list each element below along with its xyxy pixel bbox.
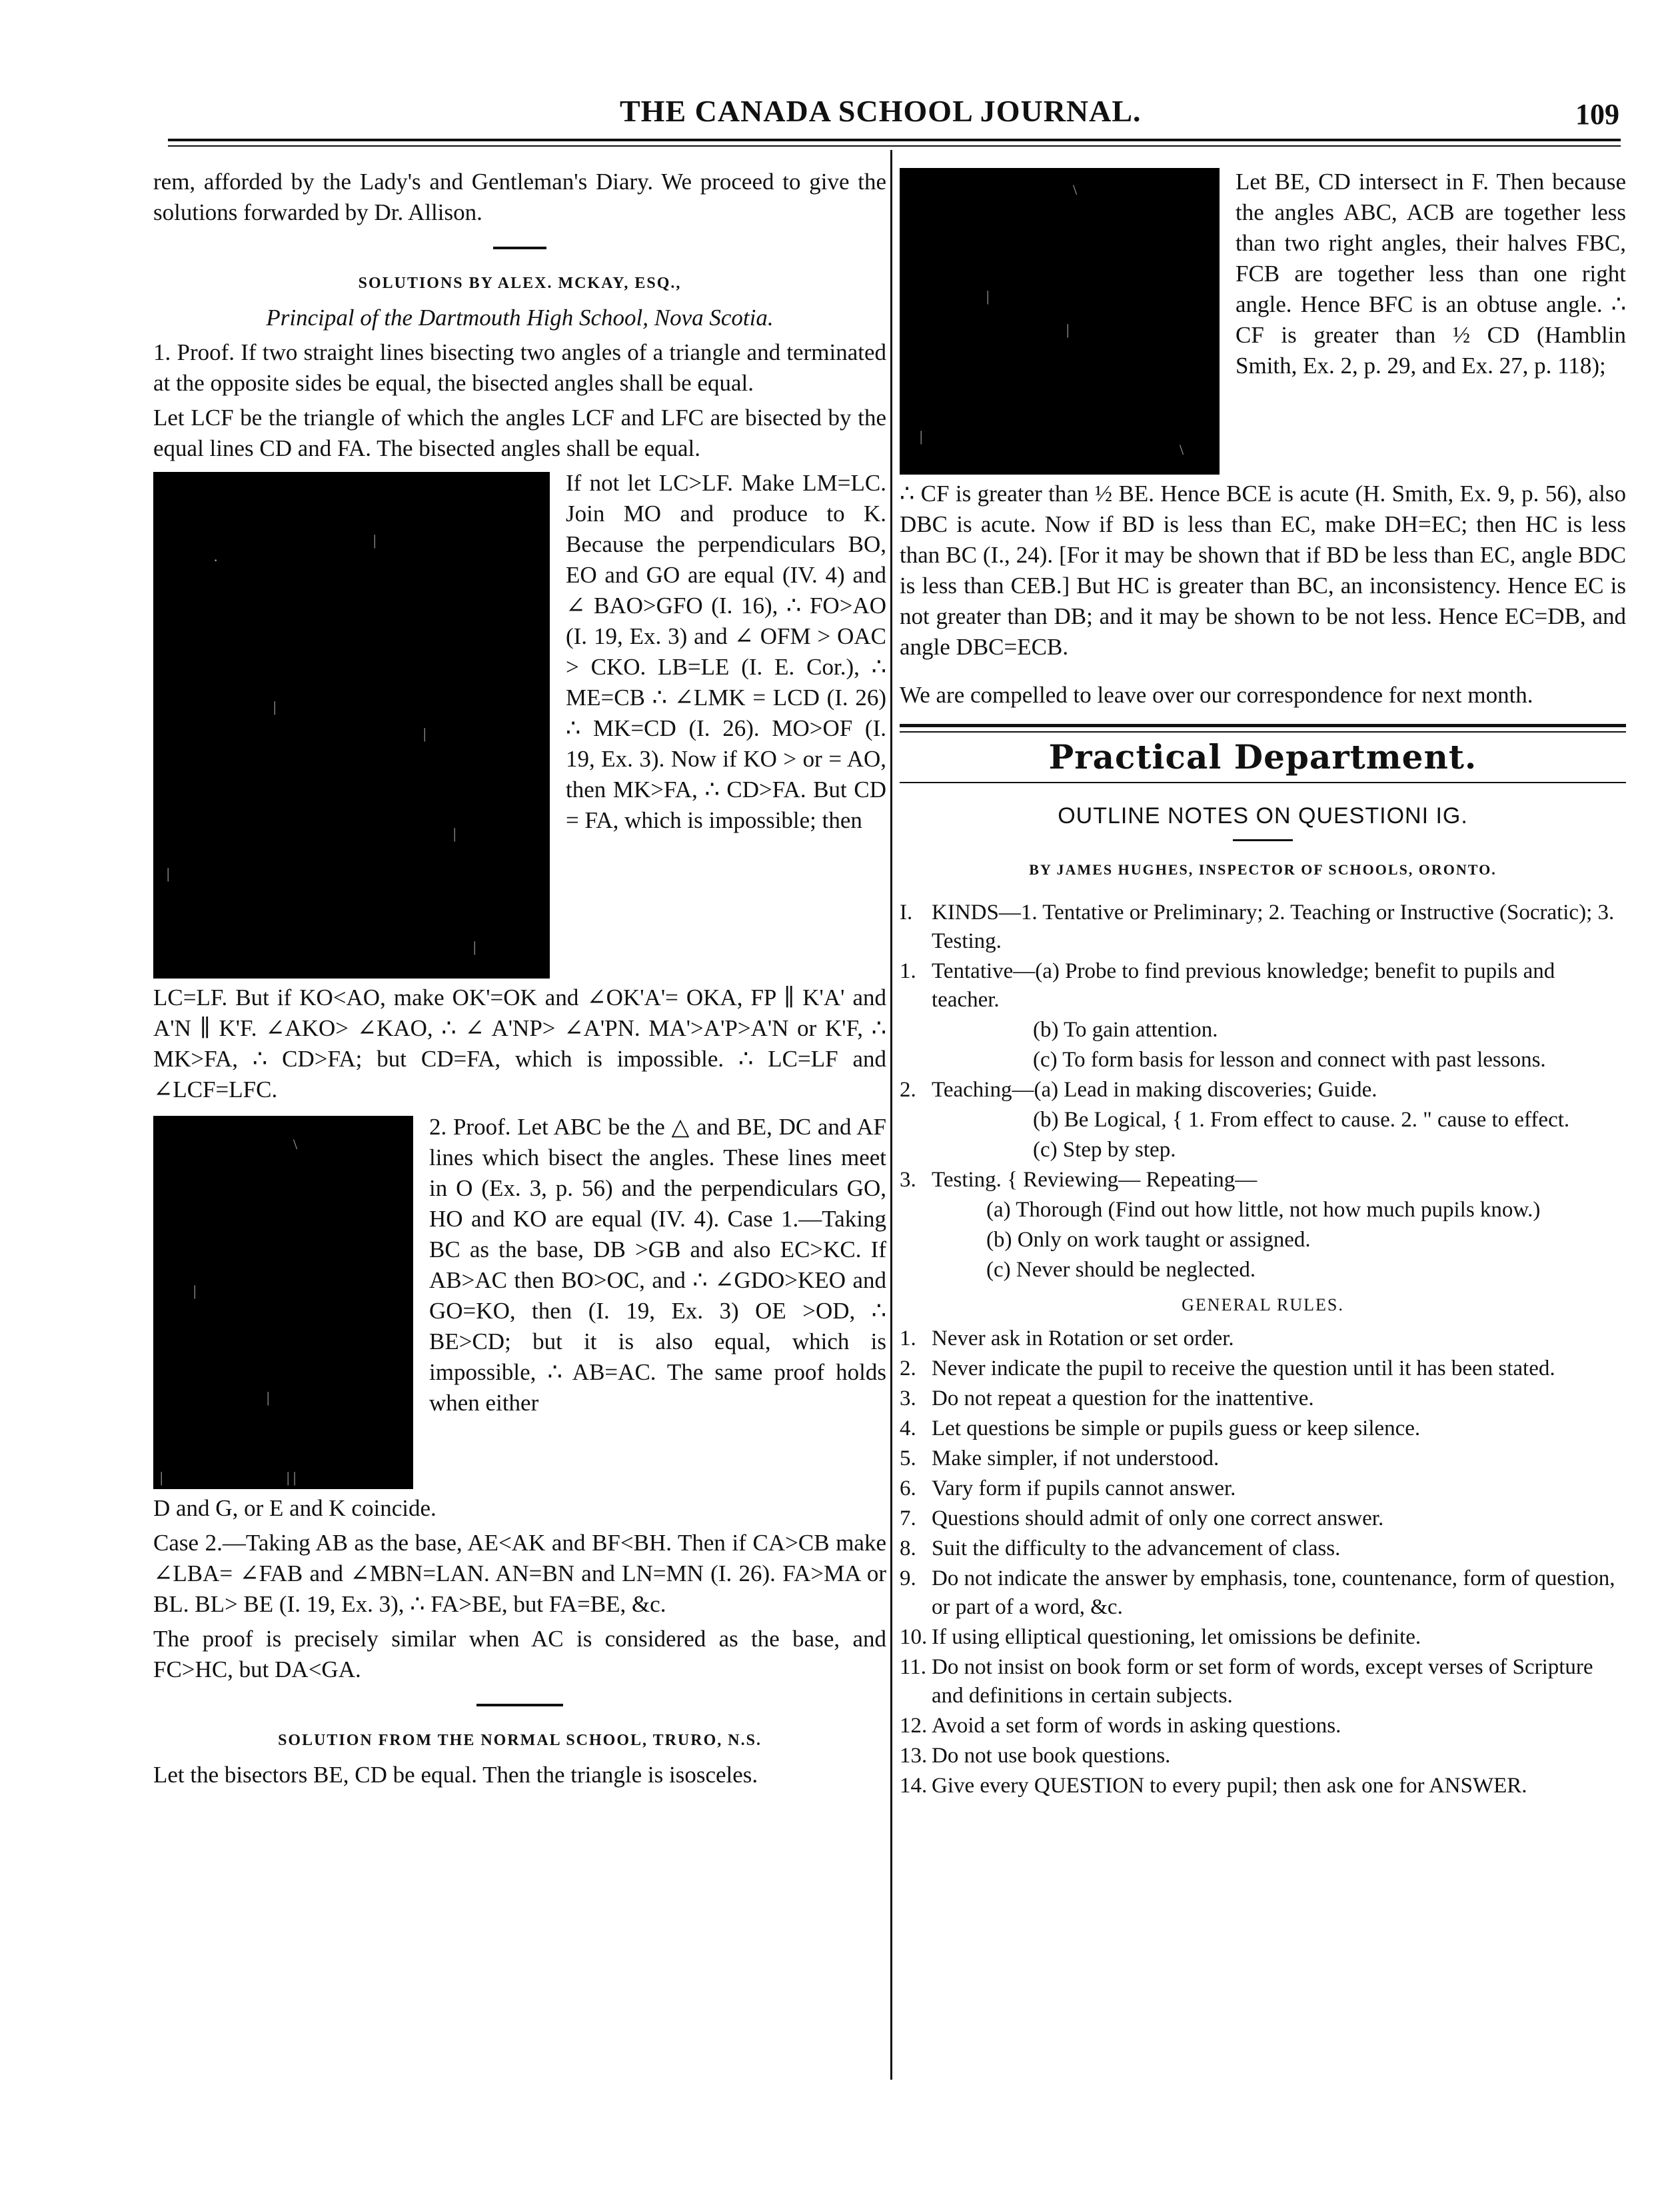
outline-item: (c) Step by step. [1033, 1138, 1176, 1162]
proof1-statement: 1. Proof. If two straight lines bisecting two angles of a triangle and terminated at the opposite sides be equal, the bisected angles shall be equal. [153, 339, 886, 396]
right-continued-text: ∴ CF is greater than ½ BE. Hence BCE is acute (H. Smith, Ex. 9, p. 56), also DBC is acute. Now if BD is less than EC, make DH=EC; then HC is less than BC (I., 24). [For it may be shown that if BD be less than EC, angle BDC is less than CEB.] But HC is greater than BC, an inconsistency. Hence EC is not greater than DB; and it may be shown to be not less. Hence EC=DB, and angle DBC=ECB. [900, 481, 1626, 660]
outline-item: (b) Be Logical, { 1. From effect to cause. 2. " cause to effect. [1033, 1108, 1570, 1132]
geometry-figure-1: · | | | | | | [153, 472, 550, 979]
proof1-side-text: If not let LC>LF. Make LM=LC. Join MO and produce to K. Because the perpendiculars BO, EO and GO are equal (IV. 4) and ∠ BAO>GFO (I. 16), ∴ FO>AO (I. 19, Ex. 3) and ∠ OFM > OAC > CKO. LB=LE (I. E. Cor.), ∴ ME=CB ∴ ∠LMK = LCD (I. 26) ∴ MK=CD (I. 26). MO>OF (I. 19, Ex. 3). Now if KO > or = AO, then MK>FA, ∴ CD>FA. But CD = FA, which is impossible; then [566, 470, 886, 833]
solutions-subheading: Principal of the Dartmouth High School, Nova Scotia. [266, 305, 774, 331]
normal-school-text: Let the bisectors BE, CD be equal. Then the triangle is isosceles. [153, 1762, 758, 1788]
rule-item: 14. Give every QUESTION to every pupil; then ask one for ANSWER. [900, 1774, 1527, 1798]
rule-item: 2. Never indicate the pupil to receive the question until it has been stated. [900, 1356, 1555, 1380]
geometry-figure-2: \ | | | | | [153, 1116, 413, 1489]
section-divider [493, 247, 546, 249]
outline-item: 1. Tentative—(a) Probe to find previous knowledge; benefit to pupils and teacher. [900, 959, 1555, 1012]
rules-list [900, 1324, 1626, 1800]
rule-item: 3. Do not repeat a question for the inattentive. [900, 1386, 1314, 1410]
rule-item: 8. Suit the difficulty to the advancement of class. [900, 1536, 1341, 1560]
outline-item: (a) Thorough (Find out how little, not how much pupils know.) [986, 1198, 1541, 1222]
section-divider-2 [476, 1704, 563, 1706]
rule-item: 9. Do not indicate the answer by emphasis, tone, countenance, form of question, or part of a word, &c. [900, 1566, 1615, 1619]
outline-byline: BY JAMES HUGHES, INSPECTOR OF SCHOOLS, ORONTO. [1029, 861, 1497, 878]
outline-divider [1233, 839, 1293, 841]
correspondence-note: We are compelled to leave over our correspondence for next month. [900, 682, 1533, 708]
proof2-continued: D and G, or E and K coincide. [153, 1495, 436, 1521]
solutions-heading: SOLUTIONS BY ALEX. MCKAY, ESQ., [358, 275, 682, 292]
rule-item: 1. Never ask in Rotation or set order. [900, 1326, 1234, 1350]
case2-text: Case 2.—Taking AB as the base, AE<AK and BF<BH. Then if CA>CB make ∠LBA= ∠FAB and ∠MBN=LAN. AN=BN and LN=MN (I. 26). FA>MA or BL. BL> BE (I. 19, Ex. 3), ∴ FA>BE, but FA=BE, &c. [153, 1530, 886, 1617]
journal-title: THE CANADA SCHOOL JOURNAL. [620, 94, 1142, 128]
page-header [167, 93, 1619, 140]
department-rule-bottom [900, 782, 1626, 783]
header-rule-thin [168, 145, 1621, 147]
outline-title: OUTLINE NOTES ON QUESTIONI IG. [1058, 803, 1468, 829]
rule-item: 4. Let questions be simple or pupils guess or keep silence. [900, 1416, 1421, 1440]
geometry-figure-3: \ | | | \ [900, 168, 1220, 475]
page-number: 109 [1575, 98, 1619, 131]
department-rule [900, 724, 1626, 727]
rule-item: 5. Make simpler, if not understood. [900, 1446, 1220, 1470]
rule-item: 7. Questions should admit of only one correct answer. [900, 1506, 1384, 1530]
rule-item: 13. Do not use book questions. [900, 1744, 1171, 1768]
proof1-setup: Let LCF be the triangle of which the angles LCF and LFC are bisected by the equal lines CD and FA. The bisected angles shall be equal. [153, 405, 886, 461]
outline-item: 2. Teaching—(a) Lead in making discoveries; Guide. [900, 1078, 1377, 1102]
intro-paragraph: rem, afforded by the Lady's and Gentleman's Diary. We proceed to give the solutions forwarded by Dr. Allison. [153, 169, 886, 225]
department-title: Practical Department. [1048, 737, 1477, 777]
rule-item: 10. If using elliptical questioning, let omissions be definite. [900, 1625, 1421, 1649]
left-column [153, 167, 886, 1794]
rule-item: 11. Do not insist on book form or set form of words, except verses of Scripture and definitions in certain subjects. [900, 1655, 1593, 1708]
outline-item: (b) Only on work taught or assigned. [986, 1228, 1311, 1252]
outline-item: (c) Never should be neglected. [986, 1258, 1256, 1282]
rule-item: 6. Vary form if pupils cannot answer. [900, 1476, 1236, 1500]
proof1-continued: LC=LF. But if KO<AO, make OK'=OK and ∠OK'A'= OKA, FP ∥ K'A' and A'N ∥ K'F. ∠AKO> ∠KAO, ∴ ∠ A'NP> ∠A'PN. MA'>A'P>A'N or K'F, ∴ MK>FA, ∴ CD>FA; but CD=FA, which is impossible. ∴ LC=LF and ∠LCF=LFC. [153, 985, 886, 1102]
normal-school-heading: SOLUTION FROM THE NORMAL SCHOOL, TRURO, N.S. [278, 1732, 762, 1749]
rule-item: 12. Avoid a set form of words in asking questions. [900, 1714, 1341, 1738]
right-side-text: Let BE, CD intersect in F. Then because the angles ABC, ACB are together less than two right angles, their halves FBC, FCB are together less than one right angle. Hence BFC is an obtuse angle. ∴ CF is greater than ½ CD (Hamblin Smith, Ex. 2, p. 29, and Ex. 27, p. 118); [1236, 169, 1626, 379]
outline-item: (b) To gain attention. [1033, 1018, 1218, 1042]
general-rules-heading: GENERAL RULES. [1182, 1295, 1344, 1314]
department-rule-thin [900, 731, 1626, 733]
outline-item: I. KINDS—1. Tentative or Preliminary; 2. Teaching or Instructive (Socratic); 3. Testing. [900, 901, 1615, 953]
outline-list [900, 899, 1626, 1284]
outline-item: 3. Testing. { Reviewing— Repeating— [900, 1168, 1258, 1192]
column-divider [890, 150, 892, 2080]
proof2-side-text: 2. Proof. Let ABC be the △ and BE, DC and AF lines which bisect the angles. These lines meet in O (Ex. 3, p. 56) and the perpendiculars GO, HO and KO are equal (IV. 4). Case 1.—Taking BC as the base, DB >GB and also EC>KC. If AB>AC then BO>OC, and ∴ ∠GDO>KEO and GO=KO, then (I. 19, Ex. 3) OE >OD, ∴ BE>CD; but it is also equal, which is impossible, ∴ AB=AC. The same proof holds when either [429, 1114, 886, 1416]
case2-conclusion: The proof is precisely similar when AC is considered as the base, and FC>HC, but DA<GA. [153, 1626, 886, 1682]
outline-item: (c) To form basis for lesson and connect with past lessons. [1033, 1048, 1546, 1072]
right-column [900, 167, 1626, 1802]
header-rule [168, 139, 1621, 141]
